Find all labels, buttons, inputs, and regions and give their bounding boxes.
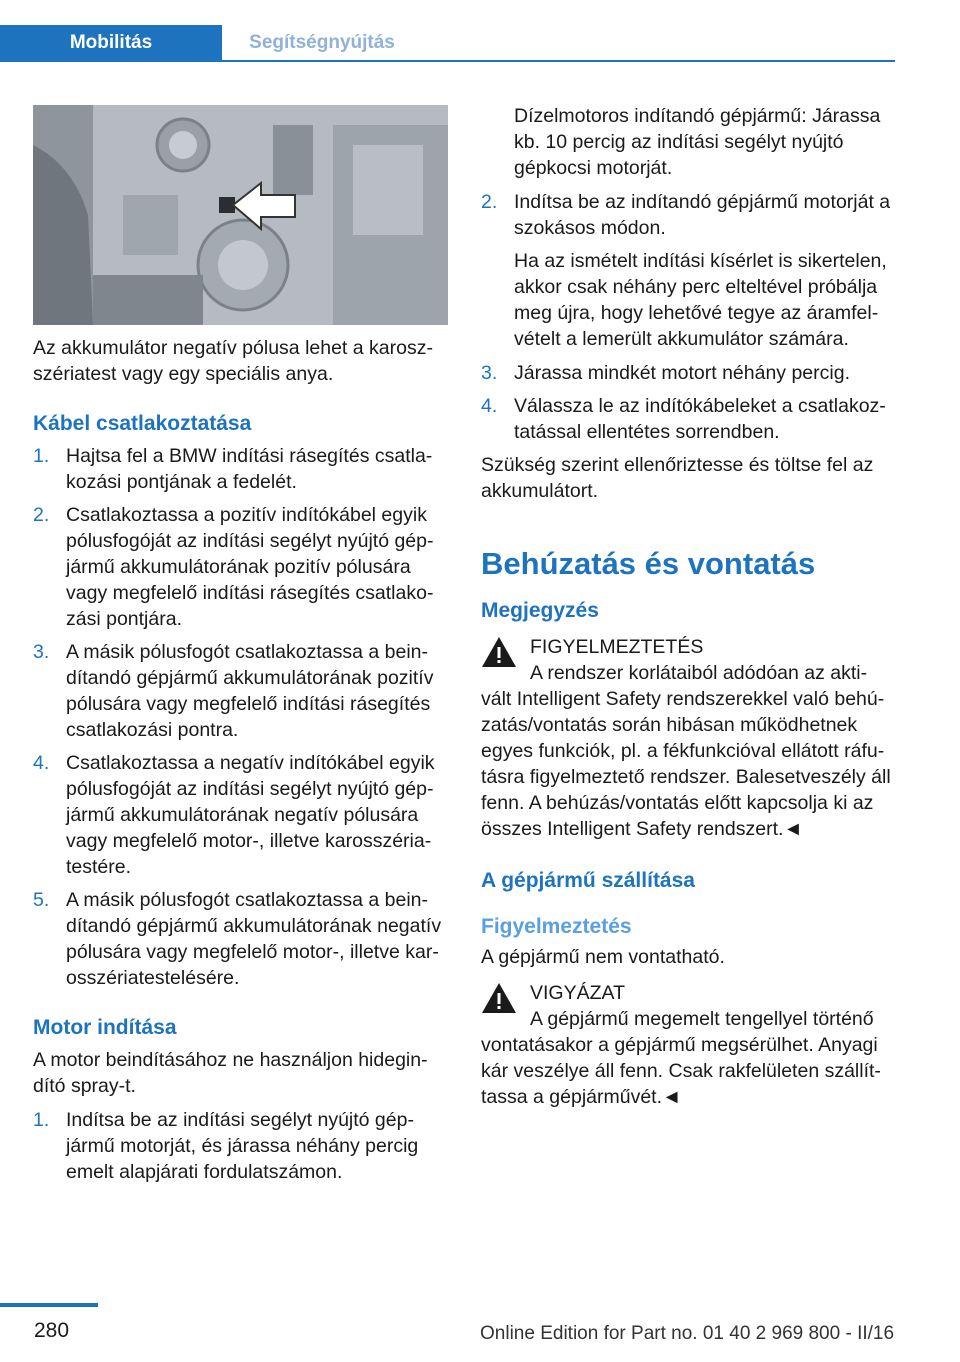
cable-connect-steps: [33, 443, 448, 991]
warning-box-2: [481, 980, 896, 1110]
list-item: 2. Indítsa be az indítandó gépjármű motorját a szokásos módon.: [481, 191, 891, 239]
list-item: 1. Hajtsa fel a BMW indítási rásegítés csatla‐kozási pontjának a fedelét.: [33, 445, 433, 493]
engine-bay-photo: [33, 105, 448, 325]
warning-triangle-icon: [481, 982, 517, 1014]
warning-text: A rendszer korlátaiból adódóan az akti‐vált Intelligent Safety rendszerekkel való behú‐zatás/vontatás során hibásan működhetnek egyes funkciók, pl. a fékfunkcióval ellátott ráfu‐tásra figyelmeztető rendszer. Balesetveszély áll fenn. A behúzás/vontatás előtt kapcsolja ki az összes Intelligent Safety rendszert.◄: [481, 662, 891, 840]
right-column: [481, 103, 896, 1118]
warning-text: A gépjármű megemelt tengellyel történő vontatásakor a gépjármű megsérülhet. Anyagi kár veszélye áll fenn. Csak rakfelületen szállít‐tassa a gépjárművét.◄: [481, 1008, 881, 1108]
subsection-title-notice: Figyelmeztetés: [481, 915, 632, 938]
warning-triangle-icon: [481, 636, 517, 668]
engine-start-steps: [33, 1107, 448, 1185]
list-item: 4. Válassza le az indítókábeleket a csatlakoz‐tatással ellentétes sorrendben.: [481, 395, 886, 443]
edition-text: Online Edition for Part no. 01 40 2 969 800 - II/16: [480, 1323, 895, 1344]
page-number: 280: [34, 1319, 70, 1342]
section-title-note: Megjegyzés: [481, 599, 599, 622]
header-tabs: [0, 25, 895, 62]
warning-label: FIGYELMEZTETÉS: [530, 636, 704, 658]
section-title-engine-start: Motor indítása: [33, 1016, 177, 1039]
header-rule: [0, 60, 222, 62]
notice-text: A gépjármű nem vontatható.: [481, 946, 725, 968]
list-item: 3. Járassa mindkét motort néhány percig.: [481, 362, 850, 384]
diesel-note: Dízelmotoros indítandó gépjármű: Járassa kb. 10 percig az indítási segélyt nyújtó gépkocsi motorját.: [514, 105, 881, 179]
tab-segitsegnyujtas[interactable]: Segítségnyújtás: [249, 32, 395, 53]
list-item: 2. Csatlakoztassa a pozitív indítókábel egyik pólusfogóját az indítási segélyt nyújtó gép‐jármű akkumulátorának pozitív pólusára vagy megfelelő indítási rásegítés csatlako‐zási pontjára.: [33, 504, 434, 630]
retry-note: Ha az ismételt indítási kísérlet is sikertelen, akkor csak néhány perc elteltével próbálja meg újra, hogy lehetővé tegye az áramfel‐vételt a lemerült akkumulátor számára.: [514, 250, 887, 350]
list-item: 1. Indítsa be az indítási segélyt nyújtó gép‐jármű motorját, és járassa néhány percig emelt alapjárati fordulatszámon.: [33, 1109, 419, 1183]
engine-start-steps-cont: [481, 189, 896, 241]
engine-bay-illustration: [33, 105, 448, 325]
warning-label: VIGYÁZAT: [530, 982, 625, 1004]
chapter-title-towing: Behúzatás és vontatás: [481, 546, 816, 581]
photo-caption: Az akkumulátor negatív pólusa lehet a karosz‐szériatest vagy egy speciális anya.: [33, 337, 433, 385]
tab-mobilitas[interactable]: Mobilitás: [0, 25, 222, 60]
after-steps-text: Szükség szerint ellenőriztesse és töltse fel az akkumulátort.: [481, 454, 874, 502]
footer-rule: [0, 1303, 98, 1307]
list-item: 4. Csatlakoztassa a negatív indítókábel egyik pólusfogóját az indítási segélyt nyújtó gép‐jármű akkumulátorának negatív pólusára vagy megfelelő motor-, illetve karosszéria‐testére.: [33, 752, 435, 878]
warning-box-1: [481, 634, 896, 842]
left-column: [33, 105, 448, 1192]
list-item: 3. A másik pólusfogót csatlakoztassa a bein‐dítandó gépjármű akkumulátorának pozitív pólusára vagy megfelelő indítási rásegítés csatlakozási pontra.: [33, 641, 434, 741]
engine-start-steps-cont2: [481, 360, 896, 445]
section-title-transport: A gépjármű szállítása: [481, 869, 695, 892]
list-item: 5. A másik pólusfogót csatlakoztassa a bein‐dítandó gépjármű akkumulátorának negatív pólusára vagy megfelelő motor-, illetve kar‐osszériatestelésére.: [33, 889, 442, 989]
section-title-cable-connect: Kábel csatlakoztatása: [33, 412, 252, 435]
engine-start-intro: A motor beindításához ne használjon hidegin‐dító spray-t.: [33, 1049, 428, 1097]
header-rule-right: [222, 60, 895, 62]
